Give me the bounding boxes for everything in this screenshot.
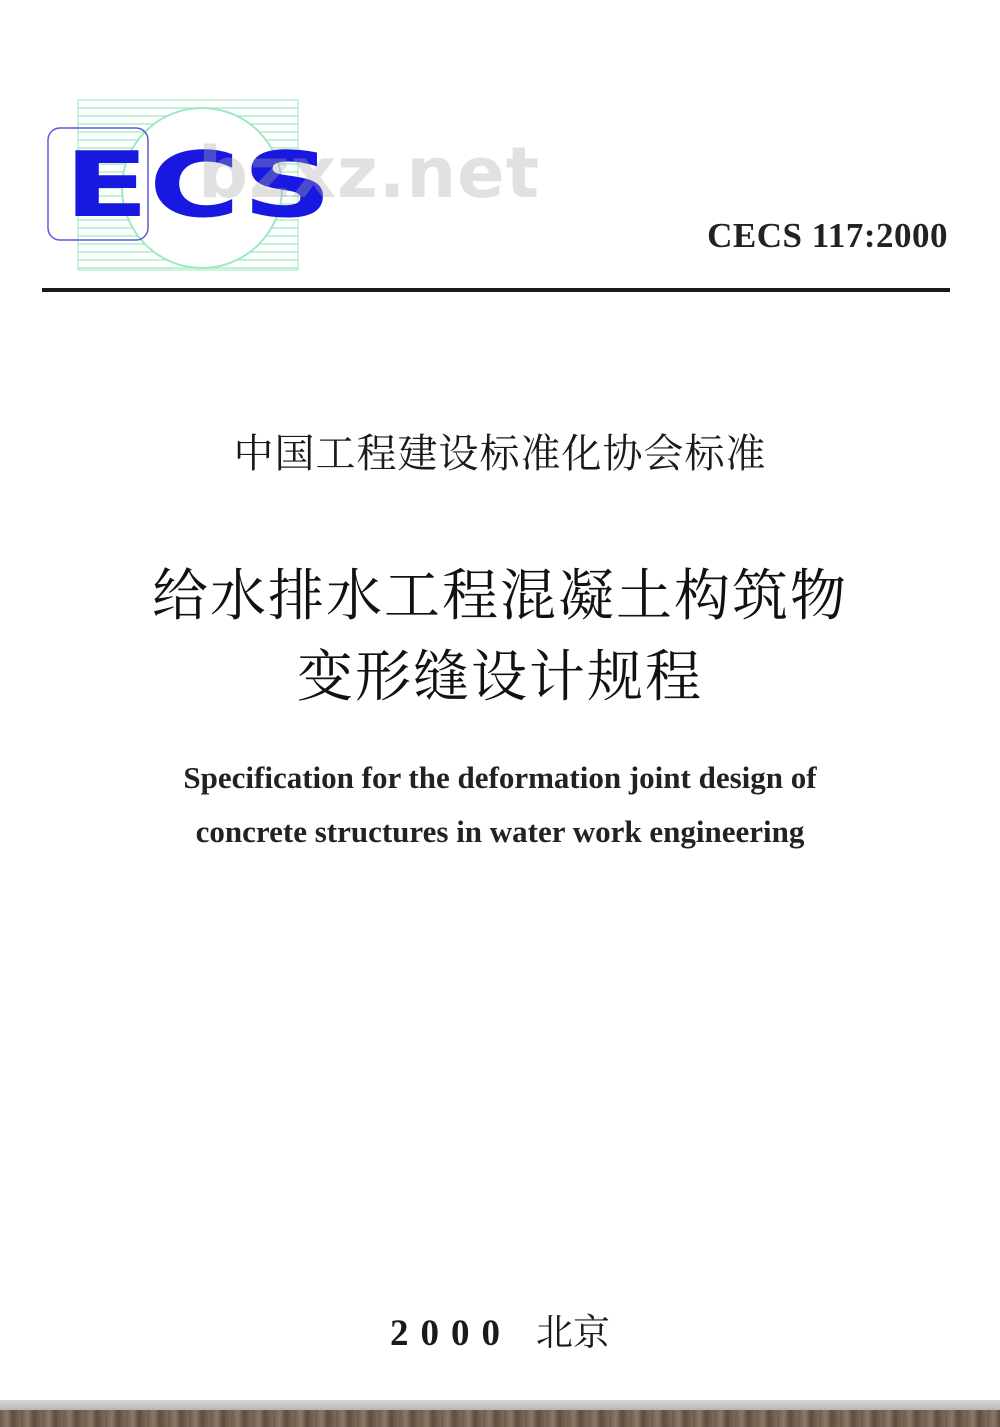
- header-rule: [42, 288, 950, 292]
- title-en-line2: concrete structures in water work engineering: [195, 814, 805, 849]
- imprint-city: 北京: [536, 1311, 610, 1354]
- issuer-title: 中国工程建设标准化协会标准: [233, 431, 767, 477]
- edge-shadow: [0, 1400, 1000, 1410]
- imprint: [0, 1302, 1000, 1356]
- watermark-text: bzxz.net: [198, 132, 541, 214]
- title-en-line1: Specification for the deformation joint design of: [183, 760, 817, 795]
- edge-background: [0, 1410, 1000, 1427]
- standard-code: CECS 117:2000: [707, 216, 948, 255]
- imprint-year: 2000: [390, 1313, 512, 1354]
- title-zh-line1: 给水排水工程混凝土构筑物: [152, 564, 848, 629]
- page-bottom-edge: [0, 1400, 1000, 1427]
- logo-text: ECS: [64, 133, 332, 238]
- title-zh-line2: 变形缝设计规程: [297, 645, 703, 710]
